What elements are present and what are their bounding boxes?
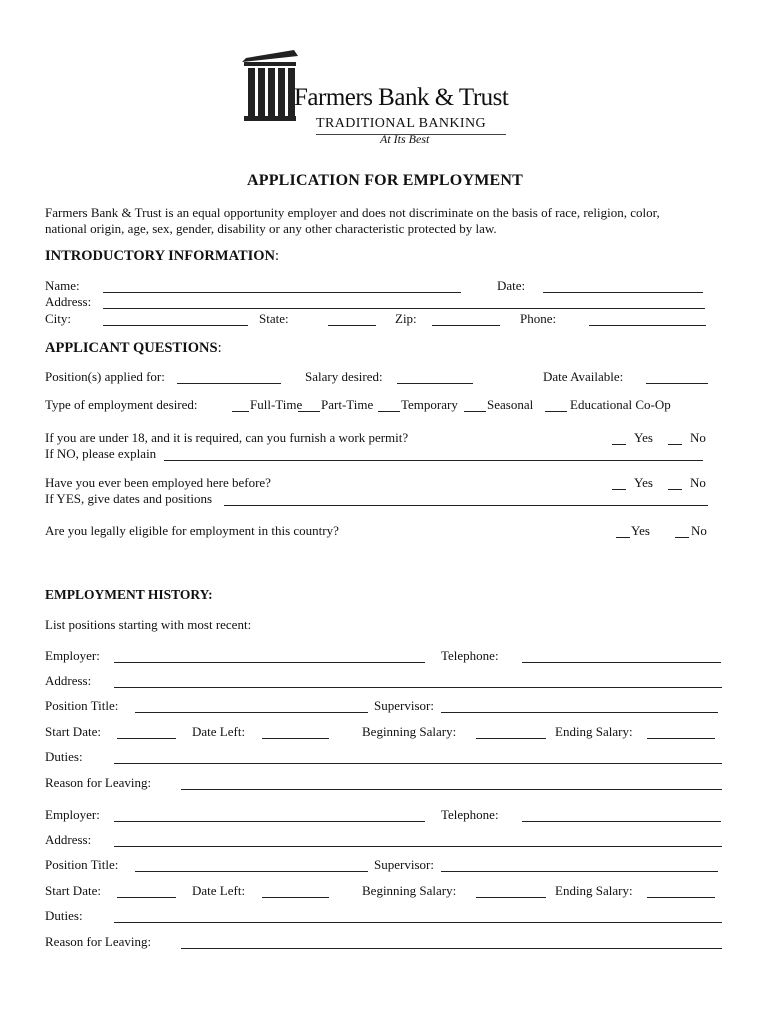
telephone-field[interactable] (522, 821, 721, 822)
beginning-salary-label: Beginning Salary: (362, 724, 457, 739)
position-title-field[interactable] (135, 712, 368, 713)
salary-label: Salary desired: (305, 369, 383, 384)
brand-name: Farmers Bank & Trust (294, 84, 509, 111)
employer-label: Employer: (45, 648, 100, 663)
part-time-label: Part-Time (321, 397, 374, 412)
supervisor-field[interactable] (441, 871, 718, 872)
employed-no-checkbox[interactable] (668, 489, 682, 490)
introductory-heading: INTRODUCTORY INFORMATION: (45, 248, 280, 264)
coop-label: Educational Co-Op (570, 397, 671, 412)
date-available-field[interactable] (646, 383, 708, 384)
date-left-field[interactable] (262, 738, 329, 739)
ending-salary-label: Ending Salary: (555, 883, 633, 898)
employer-address-label: Address: (45, 832, 92, 847)
zip-label: Zip: (395, 311, 417, 326)
seasonal-label: Seasonal (487, 397, 534, 412)
state-label: State: (259, 311, 289, 326)
date-available-label: Date Available: (543, 369, 624, 384)
eligible-yes-label: Yes (631, 523, 650, 538)
reason-field[interactable] (181, 789, 722, 790)
under18-question: If you are under 18, and it is required, can you furnish a work permit? (45, 430, 409, 445)
employer-address-field[interactable] (114, 846, 722, 847)
under18-yes-label: Yes (634, 430, 653, 445)
name-label: Name: (45, 278, 80, 293)
telephone-label: Telephone: (441, 807, 499, 822)
brand-subtitle: TRADITIONAL BANKING (316, 116, 487, 131)
temporary-label: Temporary (401, 397, 458, 412)
duties-label: Duties: (45, 908, 83, 923)
date-field[interactable] (543, 292, 703, 293)
duties-label: Duties: (45, 749, 83, 764)
position-title-field[interactable] (135, 871, 368, 872)
under18-explain-field[interactable] (164, 460, 703, 461)
part-time-checkbox[interactable] (298, 411, 320, 412)
employed-no-label: No (690, 475, 706, 490)
state-field[interactable] (328, 325, 376, 326)
eligible-no-label: No (691, 523, 707, 538)
employed-yes-checkbox[interactable] (612, 489, 626, 490)
positions-label: Position(s) applied for: (45, 369, 165, 384)
zip-field[interactable] (432, 325, 500, 326)
address-field[interactable] (103, 308, 705, 309)
phone-field[interactable] (589, 325, 706, 326)
ending-salary-field[interactable] (647, 738, 715, 739)
brand-tagline: At Its Best (380, 132, 430, 146)
start-date-label: Start Date: (45, 883, 101, 898)
under18-yes-checkbox[interactable] (612, 444, 626, 445)
employed-explain-label: If YES, give dates and positions (45, 491, 213, 506)
under18-no-checkbox[interactable] (668, 444, 682, 445)
ending-salary-label: Ending Salary: (555, 724, 633, 739)
date-left-label: Date Left: (192, 883, 246, 898)
phone-label: Phone: (520, 311, 557, 326)
ending-salary-field[interactable] (647, 897, 715, 898)
under18-explain-label: If NO, please explain (45, 446, 157, 461)
employer-address-label: Address: (45, 673, 92, 688)
duties-field[interactable] (114, 922, 722, 923)
beginning-salary-label: Beginning Salary: (362, 883, 457, 898)
employed-yes-label: Yes (634, 475, 653, 490)
full-time-label: Full-Time (250, 397, 303, 412)
supervisor-label: Supervisor: (374, 698, 434, 713)
beginning-salary-field[interactable] (476, 738, 546, 739)
seasonal-checkbox[interactable] (464, 411, 486, 412)
employer-field[interactable] (114, 821, 425, 822)
temporary-checkbox[interactable] (378, 411, 400, 412)
start-date-field[interactable] (117, 897, 176, 898)
applicant-heading: APPLICANT QUESTIONS: (45, 340, 222, 356)
supervisor-field[interactable] (441, 712, 718, 713)
history-heading: EMPLOYMENT HISTORY: (45, 587, 213, 602)
address-label: Address: (45, 294, 92, 309)
supervisor-label: Supervisor: (374, 857, 434, 872)
reason-label: Reason for Leaving: (45, 934, 152, 949)
start-date-label: Start Date: (45, 724, 101, 739)
positions-field[interactable] (177, 383, 281, 384)
intro-text-line-1: Farmers Bank & Trust is an equal opportunity employer and does not discriminate on the basis of race, religion, color, (45, 205, 660, 220)
position-title-label: Position Title: (45, 857, 119, 872)
salary-field[interactable] (397, 383, 473, 384)
eligible-no-checkbox[interactable] (675, 537, 689, 538)
eligible-yes-checkbox[interactable] (616, 537, 630, 538)
bank-logo (240, 50, 540, 150)
name-field[interactable] (103, 292, 461, 293)
employment-type-label: Type of employment desired: (45, 397, 198, 412)
employed-before-question: Have you ever been employed here before? (45, 475, 271, 490)
date-left-field[interactable] (262, 897, 329, 898)
under18-no-label: No (690, 430, 706, 445)
employer-address-field[interactable] (114, 687, 722, 688)
city-field[interactable] (103, 325, 248, 326)
full-time-checkbox[interactable] (232, 411, 249, 412)
beginning-salary-field[interactable] (476, 897, 546, 898)
duties-field[interactable] (114, 763, 722, 764)
intro-text-line-2: national origin, age, sex, gender, disability or any other characteristic protected by law. (45, 221, 497, 236)
pillar-logo-icon (240, 50, 300, 122)
coop-checkbox[interactable] (545, 411, 567, 412)
employer-label: Employer: (45, 807, 100, 822)
start-date-field[interactable] (117, 738, 176, 739)
city-label: City: (45, 311, 72, 326)
employed-explain-field[interactable] (224, 505, 708, 506)
date-left-label: Date Left: (192, 724, 246, 739)
date-label: Date: (497, 278, 526, 293)
reason-field[interactable] (181, 948, 722, 949)
eligible-question: Are you legally eligible for employment in this country? (45, 523, 339, 538)
position-title-label: Position Title: (45, 698, 119, 713)
history-instructions: List positions starting with most recent: (45, 617, 252, 632)
telephone-field[interactable] (522, 662, 721, 663)
page-title: APPLICATION FOR EMPLOYMENT (246, 172, 523, 189)
employer-field[interactable] (114, 662, 425, 663)
telephone-label: Telephone: (441, 648, 499, 663)
reason-label: Reason for Leaving: (45, 775, 152, 790)
